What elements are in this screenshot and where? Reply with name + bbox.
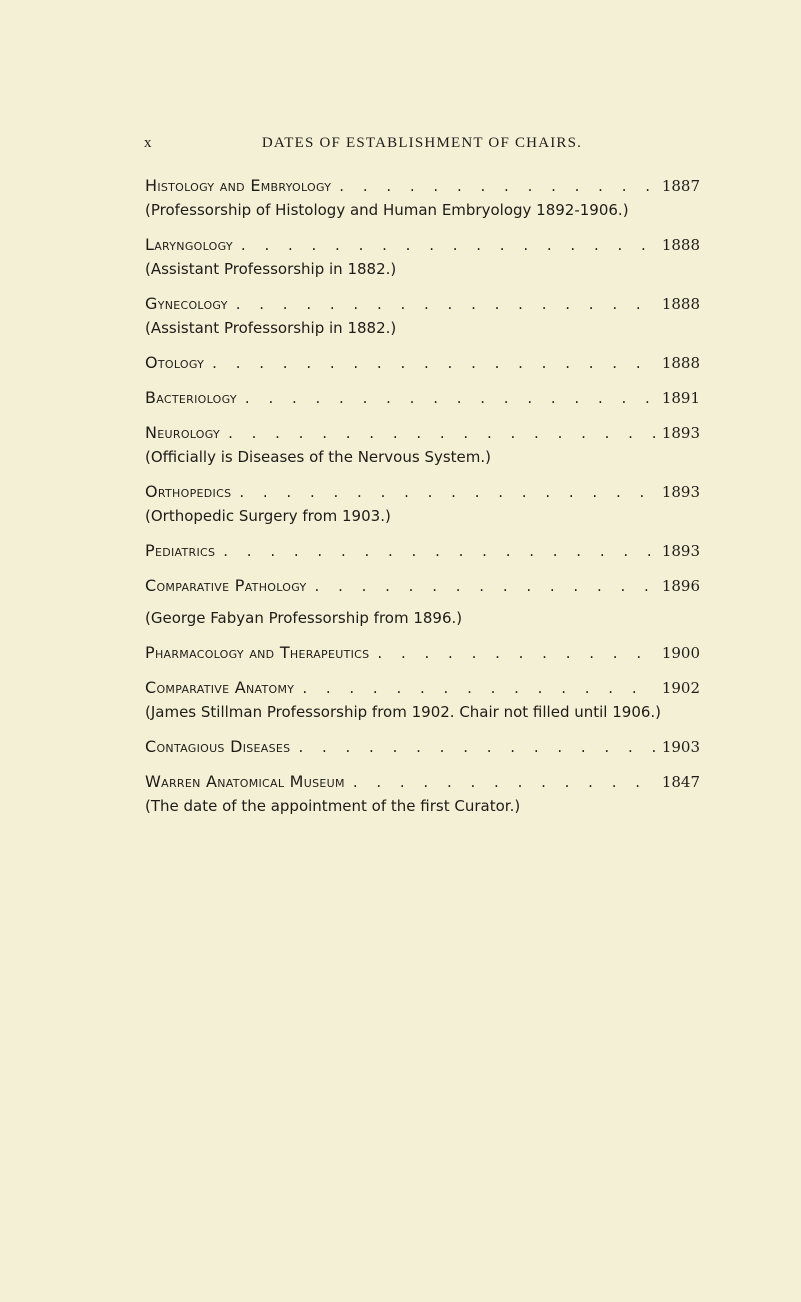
page-title: DATES OF ESTABLISHMENT OF CHAIRS. — [261, 135, 583, 151]
list-item — [145, 292, 700, 340]
dot-leader — [204, 351, 656, 375]
entry-note: (George Fabyan Professorship from 1896.) — [145, 609, 463, 627]
subject-name: Bacteriology — [145, 388, 237, 407]
year: 1888 — [661, 354, 700, 372]
year: 1900 — [661, 644, 700, 662]
year: 1891 — [661, 389, 700, 407]
subject-name: Warren Anatomical Museum — [145, 772, 345, 791]
subject-name: Pediatrics — [145, 541, 216, 560]
dot-leader — [331, 174, 656, 198]
year: 1888 — [661, 295, 700, 313]
dot-leader — [215, 539, 656, 563]
dot-leader — [290, 735, 655, 759]
year: 1887 — [661, 177, 700, 195]
entry-note: (Professorship of Histology and Human Embryology 1892-1906.) — [145, 201, 629, 219]
year: 1903 — [661, 738, 700, 756]
entry-note: (Orthopedic Surgery from 1903.) — [145, 507, 391, 525]
dot-leader — [307, 574, 656, 598]
subject-name: Otology — [145, 353, 205, 372]
list-item — [145, 770, 700, 818]
dot-leader — [233, 233, 656, 257]
subject-name: Comparative Anatomy — [145, 678, 295, 697]
list-item — [145, 676, 700, 724]
dot-leader — [237, 386, 656, 410]
dot-leader — [220, 421, 656, 445]
dot-leader — [369, 641, 655, 665]
entry-note: (The date of the appointment of the first Curator.) — [145, 797, 521, 815]
year: 1893 — [661, 424, 700, 442]
list-item — [145, 174, 700, 222]
subject-name: Contagious Diseases — [145, 737, 291, 756]
list-item — [145, 539, 700, 563]
list-item — [145, 574, 700, 630]
list-item — [145, 480, 700, 528]
dot-leader — [345, 770, 656, 794]
year: 1893 — [661, 542, 700, 560]
entry-note: (Officially is Diseases of the Nervous System.) — [145, 448, 492, 466]
subject-name: Pharmacology and Therapeutics — [145, 643, 370, 662]
entry-note: (Assistant Professorship in 1882.) — [145, 260, 397, 278]
subject-name: Neurology — [145, 423, 221, 442]
running-head — [142, 135, 702, 161]
list-item — [145, 641, 700, 665]
dot-leader — [294, 676, 656, 700]
year: 1847 — [661, 773, 700, 791]
list-item — [145, 421, 700, 469]
subject-name: Comparative Pathology — [145, 576, 307, 595]
dot-leader — [228, 292, 656, 316]
year: 1896 — [661, 577, 700, 595]
list-item — [145, 386, 700, 410]
page-number: x — [144, 135, 153, 151]
subject-name: Orthopedics — [145, 482, 232, 501]
list-item — [145, 233, 700, 281]
year: 1893 — [661, 483, 700, 501]
year: 1888 — [661, 236, 700, 254]
list-item — [145, 351, 700, 375]
chairs-list — [145, 174, 700, 829]
year: 1902 — [661, 679, 700, 697]
subject-name: Histology and Embryology — [145, 176, 332, 195]
subject-name: Gynecology — [145, 294, 228, 313]
subject-name: Laryngology — [145, 235, 233, 254]
dot-leader — [231, 480, 655, 504]
entry-note: (Assistant Professorship in 1882.) — [145, 319, 397, 337]
entry-note: (James Stillman Professorship from 1902. Chair not filled until 1906.) — [145, 703, 662, 721]
list-item — [145, 735, 700, 759]
